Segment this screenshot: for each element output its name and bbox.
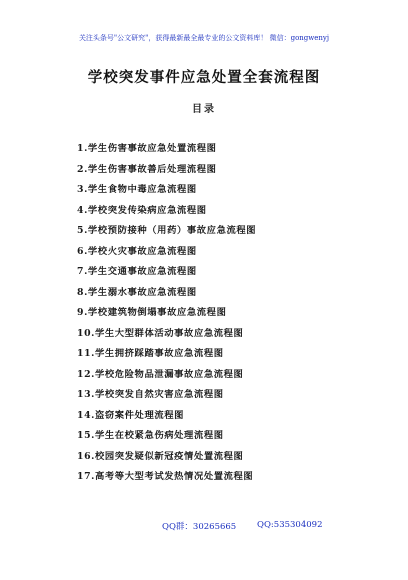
qq-contact-number: QQ:535304092	[257, 520, 323, 530]
toc-item: 7.学生交通事故应急流程图	[77, 266, 197, 277]
toc-item: 15.学生在校紧急伤病处理流程图	[77, 430, 224, 441]
toc-item: 2.学生伤害事故善后处理流程图	[77, 163, 217, 175]
toc-item: 8.学生溺水事故应急流程图	[77, 286, 197, 298]
toc-heading: 目录	[192, 104, 216, 115]
table-of-contents	[77, 139, 256, 488]
toc-item: 9.学校建筑物倒塌事故应急流程图	[77, 307, 227, 318]
toc-item: 6.学校火灾事故应急流程图	[77, 245, 197, 257]
document-title: 学校突发事件应急处置全套流程图	[87, 69, 321, 86]
toc-item: 17.高考等大型考试发热情况处置流程图	[77, 471, 254, 482]
toc-item: 1.学生伤害事故应急处置流程图	[77, 143, 217, 154]
toc-item: 13.学校突发自然灾害应急流程图	[77, 389, 224, 400]
toc-item: 10.学生大型群体活动事故应急流程图	[77, 327, 244, 339]
qq-group-number: QQ群：30265665	[162, 522, 237, 532]
toc-item: 16.校园突发疑似新冠疫情处置流程图	[77, 450, 244, 462]
toc-item: 12.学校危险物品泄漏事故应急流程图	[77, 368, 244, 380]
toc-item: 4.学校突发传染病应急流程图	[77, 204, 207, 216]
footer-contact	[0, 520, 408, 534]
header-promo-note: 关注头条号"公文研究"，获得最新最全最专业的公文资料库！ 微信：gongwenyj	[78, 34, 330, 42]
toc-item: 3.学生食物中毒应急流程图	[77, 184, 197, 195]
toc-item: 14.盗窃案件处理流程图	[77, 409, 185, 421]
toc-item: 5.学校预防接种（用药）事故应急流程图	[77, 225, 257, 236]
toc-item: 11.学生拥挤踩踏事故应急流程图	[77, 348, 224, 359]
